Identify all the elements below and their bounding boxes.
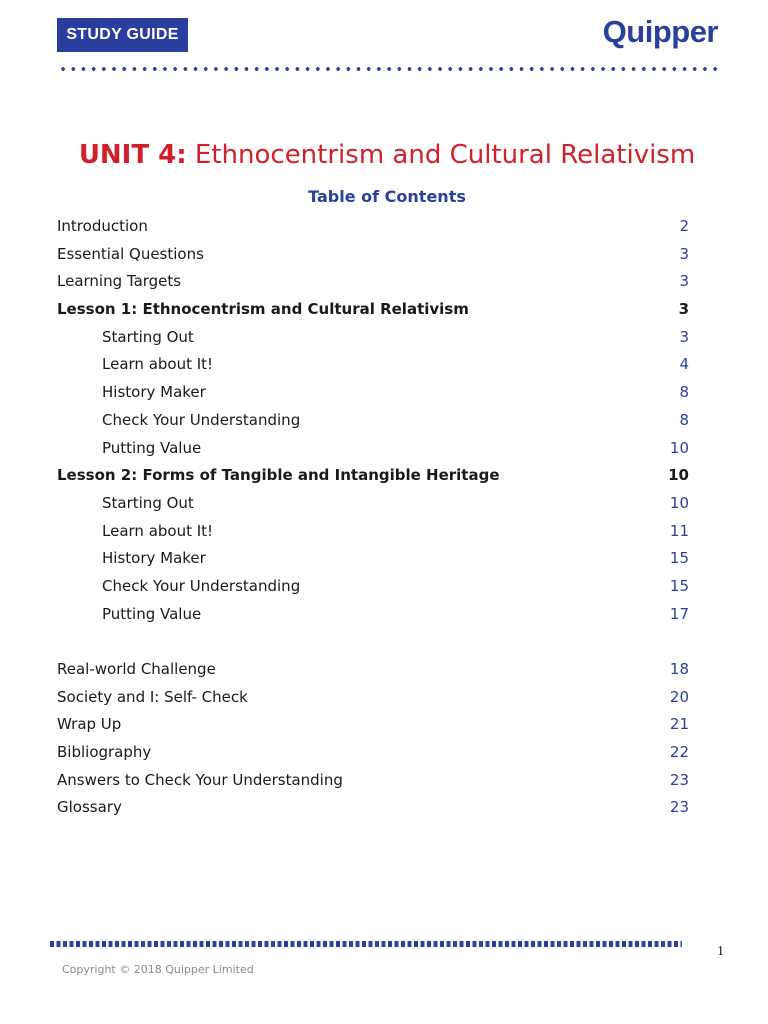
header-dotted-divider [58, 67, 718, 71]
toc-entry-label: Learning Targets [57, 272, 182, 291]
toc-entry-label: History Maker [102, 549, 206, 568]
toc-entry-lesson-1[interactable] [57, 296, 689, 324]
copyright-text: Copyright © 2018 Quipper Limited [62, 963, 254, 976]
toc-heading: Table of Contents [308, 187, 466, 206]
toc-entry-page: 22 [669, 743, 689, 762]
toc-entry-page: 17 [669, 604, 689, 623]
toc-entry-label: Lesson 1: Ethnocentrism and Cultural Relativism [57, 300, 469, 319]
toc-entry-label: Learn about It! [102, 521, 214, 540]
toc-entry-lesson-1-starting-out[interactable] [57, 324, 689, 352]
toc-entry-label: Answers to Check Your Understanding [57, 770, 343, 789]
toc-entry-label: Learn about It! [102, 355, 214, 374]
toc-entry-lesson-1-putting-value[interactable] [57, 435, 689, 463]
toc-entry-self-check[interactable] [57, 684, 689, 712]
toc-entry-label: Introduction [57, 217, 148, 235]
toc-entry-page: 3 [679, 272, 689, 291]
toc-entry-lesson-2-starting-out[interactable] [57, 490, 689, 518]
toc-entry-page: 10 [669, 438, 689, 457]
toc-entry-page: 8 [679, 410, 689, 429]
toc-entry-real-world-challenge[interactable] [57, 656, 689, 684]
toc-entry-label: Real-world Challenge [57, 660, 216, 678]
unit-title [0, 140, 768, 170]
toc-entry-wrap-up[interactable] [57, 711, 689, 739]
toc-entry-page: 20 [669, 687, 689, 706]
unit-label: UNIT 4: [78, 140, 187, 170]
page-number: 1 [717, 944, 724, 959]
toc-entry-lesson-1-learn-about-it[interactable] [57, 351, 689, 379]
unit-name: Ethnocentrism and Cultural Relativism [194, 140, 696, 170]
toc-entry-page: 23 [669, 770, 689, 789]
toc-entry-answers[interactable] [57, 767, 689, 795]
toc-entry-page: 10 [668, 466, 689, 485]
table-of-contents [57, 213, 689, 822]
toc-entry-label: Society and I: Self- Check [57, 687, 248, 706]
toc-entry-lesson-1-history-maker[interactable] [57, 379, 689, 407]
toc-spacer [57, 628, 689, 656]
toc-entry-label: Bibliography [57, 743, 152, 762]
toc-entry-page: 15 [669, 549, 689, 568]
toc-entry-page: 8 [679, 383, 689, 402]
toc-entry-glossary[interactable] [57, 794, 689, 822]
toc-entry-essential-questions[interactable] [57, 241, 689, 269]
toc-entry-lesson-2[interactable] [57, 462, 689, 490]
study-guide-badge: STUDY GUIDE [57, 18, 188, 52]
toc-entry-page: 23 [669, 798, 689, 817]
toc-entry-label: Check Your Understanding [102, 576, 301, 595]
toc-entry-label: Glossary [57, 798, 122, 817]
toc-entry-page: 21 [669, 715, 689, 734]
quipper-logo: Quipper [602, 14, 718, 49]
toc-entry-learning-targets[interactable] [57, 268, 689, 296]
toc-entry-page: 3 [678, 300, 689, 319]
toc-entry-page: 10 [669, 493, 689, 512]
toc-entry-label: Check Your Understanding [102, 410, 301, 429]
toc-entry-label: Putting Value [102, 604, 202, 623]
toc-entry-page: 2 [679, 217, 689, 235]
toc-entry-page: 3 [679, 327, 689, 346]
toc-entry-label: Lesson 2: Forms of Tangible and Intangible Heritage [57, 466, 500, 485]
toc-entry-label: History Maker [102, 383, 206, 402]
toc-entry-label: Wrap Up [57, 715, 122, 734]
toc-entry-page: 11 [669, 521, 689, 540]
toc-entry-page: 4 [679, 355, 689, 374]
toc-entry-page: 3 [679, 244, 689, 263]
toc-entry-lesson-2-putting-value[interactable] [57, 601, 689, 629]
toc-entry-label: Starting Out [102, 493, 194, 512]
toc-entry-lesson-2-check-understanding[interactable] [57, 573, 689, 601]
toc-entry-label: Starting Out [102, 327, 194, 346]
toc-entry-lesson-2-history-maker[interactable] [57, 545, 689, 573]
toc-entry-label: Essential Questions [57, 244, 204, 263]
toc-entry-label: Putting Value [102, 438, 202, 457]
toc-entry-introduction[interactable] [57, 213, 689, 241]
footer-dotted-divider [50, 941, 682, 947]
toc-entry-page: 15 [669, 576, 689, 595]
toc-entry-lesson-2-learn-about-it[interactable] [57, 518, 689, 546]
toc-entry-page: 18 [669, 660, 689, 678]
toc-entry-lesson-1-check-understanding[interactable] [57, 407, 689, 435]
toc-entry-bibliography[interactable] [57, 739, 689, 767]
